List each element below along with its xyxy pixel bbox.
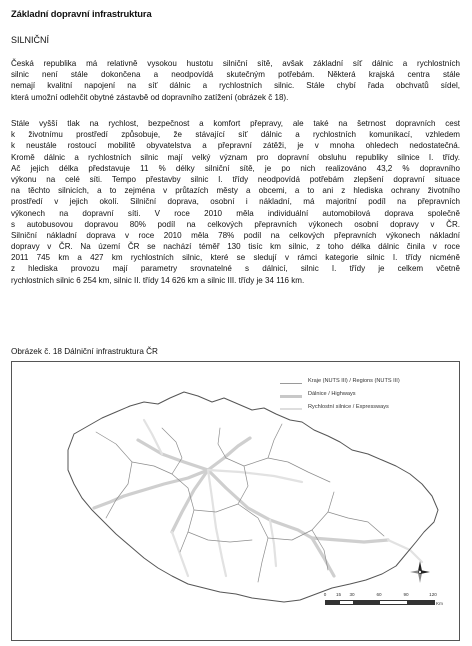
- highway-network: [94, 438, 388, 576]
- section-title: SILNIČNÍ: [11, 35, 50, 45]
- legend-label: Dálnice / Highways: [308, 391, 356, 397]
- paragraph-line: nemají kvalitní napojení na síť dálnic a rychlostních silnic. Stále chybí řada obchvatů sídel,: [11, 81, 460, 91]
- legend-label: Kraje (NUTS III) / Regions (NUTS III): [308, 378, 400, 384]
- document-heading: Základní dopravní infrastruktura: [11, 8, 152, 19]
- paragraph-line: která umožní odlehčit obytné zástavbě od dopravního zatížení (obrázek č 18).: [11, 92, 289, 102]
- highway-map-figure: [11, 361, 460, 641]
- scale-tick-label: 0: [323, 592, 327, 597]
- paragraph-line: rychlostních silnic 6 254 km, silnic II. třídy 14 626 km a silnic III. třídy je 34 116 km.: [11, 275, 305, 285]
- paragraph-line: Ač jejich délka představuje 11 % délky silniční sítě, je po nich realizováno 43,2 % dopravního: [11, 163, 460, 173]
- north-arrow-icon: [409, 560, 431, 584]
- legend-swatch-region: [280, 383, 302, 384]
- map-legend: [280, 377, 450, 416]
- paragraph-1: [11, 58, 460, 103]
- paragraph-line: k životnímu prostředí způsobuje, že stávající síť dálnic a rychlostních komunikací, vzhledem: [11, 130, 460, 140]
- paragraph-line: dopravy v ČR. Na území ČR se nachází téměř 130 tisíc km silnic, z toho délka dálnic činila v roce: [11, 242, 460, 252]
- paragraph-line: z hlediska provozu mají parametry srovnatelné s dálnicí, silnic I. třídy je celkem včetně: [11, 264, 460, 274]
- legend-item: [280, 390, 450, 403]
- scale-tick-label: 120: [429, 592, 437, 597]
- scale-unit: Km: [436, 601, 443, 606]
- paragraph-line: výkonu na celé síti. Tempo přestavby silnic I. třídy neodpovídá potřebám zlepšení dopravní situace: [11, 174, 460, 184]
- paragraph-line: s autobusovou dopravou 80% podíl na celkových přepravních výkonech osobní dopravy v ČR.: [11, 219, 460, 229]
- legend-label: Rychlostní silnice / Expressways: [308, 404, 389, 410]
- scale-tick-label: 30: [349, 592, 355, 597]
- paragraph-line: k neustále rostoucí mobilitě obyvatelstva a přepravní zátěži, je v mnoha ohledech nedostatečná.: [11, 141, 460, 151]
- map-scale-bar: [325, 592, 445, 622]
- paragraph-line: Kromě dálnic a rychlostních silnic mají velký význam pro dopravní obsluhu republiky silnice I. třídy.: [11, 152, 460, 162]
- scale-tick-label: 15: [335, 592, 342, 597]
- paragraph-line: Stále vyšší tlak na rychlost, bezpečnost a komfort přepravy, ale také na šetrnost dopravních cest: [11, 119, 460, 128]
- legend-swatch-expressway: [280, 408, 302, 410]
- scale-tick-label: 60: [376, 592, 382, 597]
- scale-segment: [407, 601, 434, 604]
- paragraph-line: Silniční nákladní doprava v roce 2010 měla 78% podíl na celkových přepravních výkonech nákladní: [11, 230, 460, 240]
- legend-swatch-highway: [280, 395, 302, 398]
- legend-item: [280, 403, 450, 416]
- scale-segment: [326, 601, 340, 604]
- scale-segment: [353, 601, 380, 604]
- paragraph-line: 2011 745 km a 427 km rychlostních silnic, které se sledují v rámci kategorie silnic I. třídy nicméně: [11, 253, 460, 263]
- region-boundaries: [96, 424, 384, 582]
- paragraph-line: výkonech na dopravní síti. V roce 2010 měla individuální automobilová doprava společně: [11, 208, 460, 218]
- paragraph-line: prostředí v jejich okolí. Silniční doprava, osobní i nákladní, má majoritní podíl na přepravních: [11, 197, 460, 207]
- paragraph-line: Česká republika má relativně vysokou hustotu silniční sítě, avšak základní síť dálnic a rychlostních: [11, 59, 460, 68]
- paragraph-2: [11, 118, 460, 286]
- expressway-network: [144, 420, 422, 576]
- paragraph-line: na těchto silnicích, a to zejména v průtazích městy a obcemi, a to ani z hlediska ochrany životního: [11, 186, 460, 196]
- paragraph-line: silnic není stále dokončena a neodpovídá skutečným potřebám. Některá krajská centra stále: [11, 70, 460, 80]
- figure-caption: Obrázek č. 18 Dálniční infrastruktura ČR: [11, 347, 158, 356]
- legend-item: [280, 377, 450, 390]
- scale-bar-graphic: [325, 600, 435, 605]
- scale-tick-label: 90: [403, 592, 409, 597]
